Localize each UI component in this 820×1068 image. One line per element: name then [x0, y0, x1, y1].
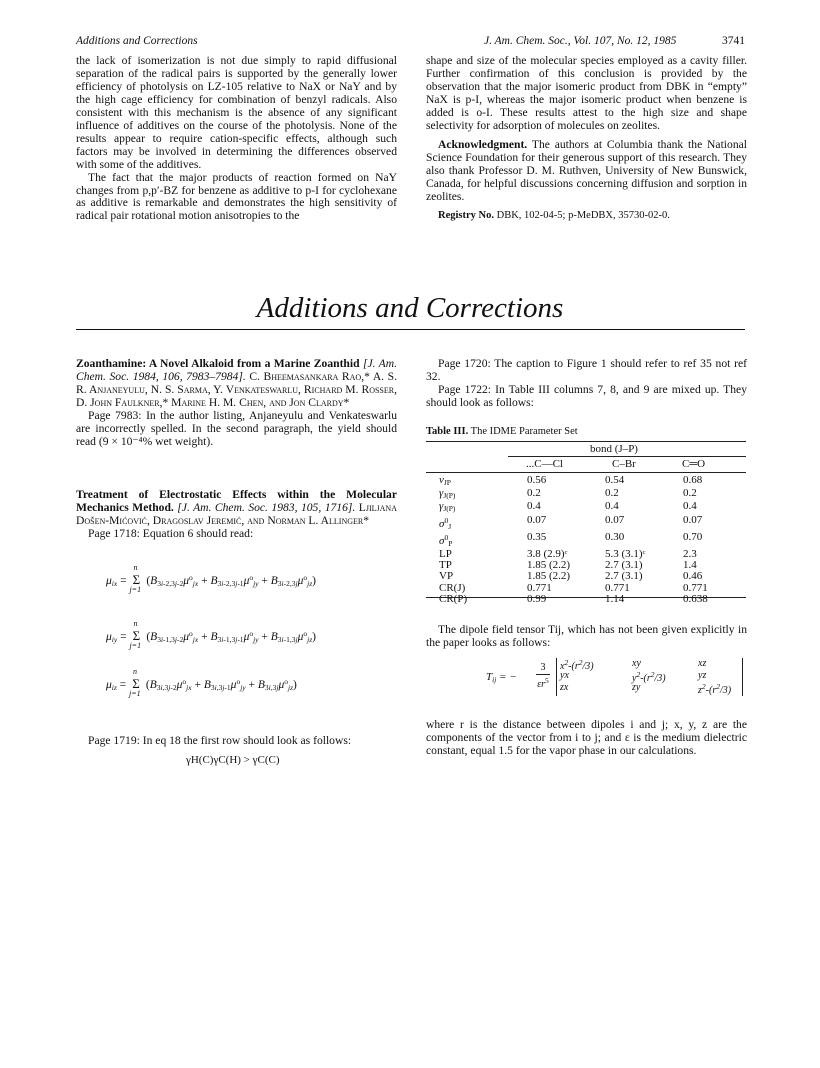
- table-cell: 0.46: [683, 570, 703, 583]
- table-cell: 1.85 (2.2): [527, 570, 571, 583]
- table-cell: 0.35: [527, 530, 547, 543]
- table-cell: 0.2: [683, 487, 697, 500]
- table-col-header: ...C—Cl: [526, 458, 563, 470]
- paragraph: The fact that the major products of reaction formed on NaY changes from p,p′-BZ for benzene as additive to p-I for cyclohexane as additive is remarkable and demonstrates the high sensitivity of radical pair rotational motion anisotropies to the: [76, 170, 397, 223]
- top-right-column: [426, 55, 747, 223]
- table-group-rule: [508, 456, 746, 457]
- table-cell: 0.638: [683, 592, 708, 605]
- table-cell: 1.4: [683, 559, 697, 572]
- table-caption: [426, 426, 578, 437]
- treatment-heading: [76, 489, 397, 528]
- table-cell: 2.7 (3.1): [605, 570, 643, 583]
- table-row: [426, 594, 746, 605]
- zoanthamine-title: Zoanthamine: A Novel Alkaloid from a Marine Zoanthid: [76, 357, 360, 370]
- after-text: where r is the distance between dipoles i and j; x, y, z are the components of the vector from i to j; and ε is the medium dielectric constant, equal 1.5 for the vapor phase in our calculations.: [426, 718, 747, 757]
- table-param: VP: [439, 570, 454, 583]
- table-cell: 0.2: [605, 487, 619, 500]
- table-col-header: C–Br: [612, 458, 636, 470]
- tensor-fraction: 3 $\varepsilon r^5$: [537, 662, 549, 690]
- table-cell: 0.07: [683, 513, 703, 526]
- acknowledgment-label: Acknowledgment.: [438, 137, 528, 151]
- table-row: [426, 549, 746, 560]
- running-header-journal: J. Am. Chem. Soc., Vol. 107, No. 12, 1985: [484, 35, 677, 47]
- zoanthamine-correction: [76, 358, 397, 449]
- table-label: Table III.: [426, 426, 469, 437]
- table-cell: 1.85 (2.2): [527, 559, 571, 572]
- table-cell: 0.68: [683, 474, 703, 486]
- section-title: Additions and Corrections: [256, 292, 564, 324]
- paragraph: the lack of isomerization is not due simply to rapid diffusional separation of the radical pairs is supported by the generally lower efficiency of photolysis on LZ-105 relative to NaX or NaY and by the high cage efficiency for combination of benzyl radicals. Also consistent with this mechanism is the absence of any significant influence of additives on the course of the photolysis. None of the results appear to require cation-specific effects, although such factors may be involved in determining the differences observed with some of the additives.: [76, 54, 397, 171]
- table-param: LP: [439, 548, 452, 561]
- treatment-correction: [76, 489, 397, 541]
- table-cell: 1.14: [605, 592, 625, 605]
- table-cell: 0.771: [683, 581, 708, 594]
- table-param: $\nu_{JP}$: [439, 474, 451, 487]
- table-cell: 0.30: [605, 530, 625, 543]
- table-cell: 0.4: [683, 500, 697, 513]
- paragraph: shape and size of the molecular species employed as a cavity filler. Further confirmation of this conclusion is provided by the observation that the major isomeric product from DBK in “empty” NaX is p-I, whereas the major isomeric product when benzene is added is o-I. These results attest to the high size and shape selectivity for adsorption of molecules on zeolites.: [426, 54, 747, 132]
- table-cell: 2.3: [683, 548, 697, 561]
- treatment-citation: [J. Am. Chem. Soc. 1983, 105, 1716].: [177, 500, 356, 514]
- running-header-left: Additions and Corrections: [76, 35, 198, 47]
- table-param: $\sigma^0_P$: [439, 532, 453, 548]
- table-cell: 3.8 (2.9)ᶜ: [527, 548, 568, 561]
- table-bottom-rule: [426, 597, 746, 598]
- table-header-rule: [426, 472, 746, 473]
- registry-text: DBK, 102-04-5; p-MeDBX, 35730-02-0.: [496, 210, 670, 222]
- table-cell: 0.54: [605, 474, 625, 486]
- table-row: [426, 475, 746, 488]
- page-1722-note: Page 1722: In Table III columns 7, 8, and 9 are mixed up. They should look as follows:: [426, 382, 747, 409]
- zoanthamine-text: Page 7983: In the author listing, Anjaneyulu and Venkateswarlu are incorrectly spelled. In the second paragraph, the yield should read (9 × 10⁻⁴% wet weight).: [76, 408, 397, 448]
- table-row: [426, 515, 746, 532]
- top-left-column: [76, 55, 397, 223]
- acknowledgment-text: The authors at Columbia thank the National Science Foundation for their generous support of this research. They also thank Professor D. M. Ruthven, University of New Bunswick, Canada, for helpful discussions concerning diffusion and sorption in zeolites.: [426, 137, 747, 203]
- table-cell: 0.07: [527, 513, 547, 526]
- registry-label: Registry No.: [438, 210, 494, 222]
- treatment-authors: Ljiljana Došen-Mićović, Dragoslav Jeremić, and Norman L. Allinger*: [76, 500, 397, 527]
- table-cell: 0.771: [527, 581, 552, 594]
- tensor-lhs: $T_{ij}$ = −: [486, 671, 517, 684]
- equation-mu-iz: $\mu_{iz} = \Sigma$ n j=1 $(B_{3i,3j-2}\mu^o_{jx} + B_{3i,3j-1}\mu^o_{jy} + B_{3i,3j}\mu^o_{jz})$: [106, 667, 297, 698]
- page-1719-note-block: [76, 735, 397, 748]
- table-cell: 0.4: [605, 500, 619, 513]
- acknowledgment: [426, 139, 747, 204]
- table-cell: 0.4: [527, 500, 541, 513]
- table-row: [426, 501, 746, 514]
- equation-mu-ix: $\mu_{ix} = \Sigma$ n j=1 $(B_{3i-2,3j-2}\mu^o_{jx} + B_{3i-2,3j-1}\mu^o_{jy} + B_{3i-2,3j}\mu^o_{jz})$: [106, 563, 316, 594]
- table-param: TP: [439, 559, 452, 572]
- page-1718-note: Page 1718: Equation 6 should read:: [88, 526, 254, 540]
- table-cell: 0.56: [527, 474, 547, 486]
- table-row: [426, 488, 746, 501]
- table-row: [426, 571, 746, 582]
- zoanthamine-citation: [J. Am. Chem. Soc. 1984, 106, 7983–7984].: [76, 357, 397, 383]
- table-cell: 0.07: [605, 513, 625, 526]
- table-cell: 5.3 (3.1)ᶜ: [605, 548, 646, 561]
- table-param: $\sigma^0_J$: [439, 515, 452, 531]
- table-param: $\gamma_{J(P)}$: [439, 500, 456, 514]
- table-col-header: C═O: [682, 458, 706, 470]
- table-cell: 0.771: [605, 581, 630, 594]
- right-corrections: [426, 358, 747, 410]
- zoanthamine-heading: [76, 358, 397, 410]
- table-cell: 0.2: [527, 487, 541, 500]
- table-iii: [426, 475, 746, 605]
- table-top-rule: [426, 441, 746, 442]
- table-param: $\gamma_{J(P)}$: [439, 487, 456, 501]
- equation-18-row: γH(C)γC(H) > γC(C): [186, 754, 280, 766]
- dipole-text: The dipole field tensor Tij, which has not been given explicitly in the paper looks as follows:: [426, 623, 747, 649]
- table-cell: 0.70: [683, 530, 703, 543]
- table-param: CR(P): [439, 592, 468, 605]
- table-caption-text: The IDME Parameter Set: [470, 426, 578, 437]
- equation-mu-iy: $\mu_{iy} = \Sigma$ n j=1 $(B_{3i-1,3j-2}\mu^o_{jx} + B_{3i-1,3j-1}\mu^o_{jy} + B_{3i-1,3j}\mu^o_{jz})$: [106, 619, 316, 650]
- table-group-header: bond (J–P): [590, 443, 638, 455]
- table-param: CR(J): [439, 581, 466, 594]
- tensor-matrix: $x^2-(r^2/3)$ xy xz yx $y^2-(r^2/3)$ yz zx zy $z^2-(r^2/3)$: [556, 658, 746, 696]
- registry: [426, 210, 747, 223]
- treatment-title: Treatment of Electrostatic Effects within the Molecular Mechanics Method.: [76, 488, 397, 514]
- section-rule: [76, 329, 745, 330]
- after-text-block: [426, 719, 747, 758]
- table-cell: 0.99: [527, 592, 547, 605]
- zoanthamine-authors: C. Bheemasankara Rao,* A. S. R. Anjaneyulu, N. S. Sarma, Y. Venkateswarlu, Richard M. Rosser, D. John Faulkner,* Marine H. M. Chen, and Jon Clardy*: [76, 369, 397, 409]
- table-row: [426, 532, 746, 549]
- dipole-text-block: [426, 624, 747, 650]
- page-1719-note: Page 1719: In eq 18 the first row should look as follows:: [88, 734, 352, 747]
- table-cell: 2.7 (3.1): [605, 559, 643, 572]
- page-1720-note: Page 1720: The caption to Figure 1 should refer to ref 35 not ref 32.: [426, 357, 747, 383]
- page-number: 3741: [722, 35, 745, 47]
